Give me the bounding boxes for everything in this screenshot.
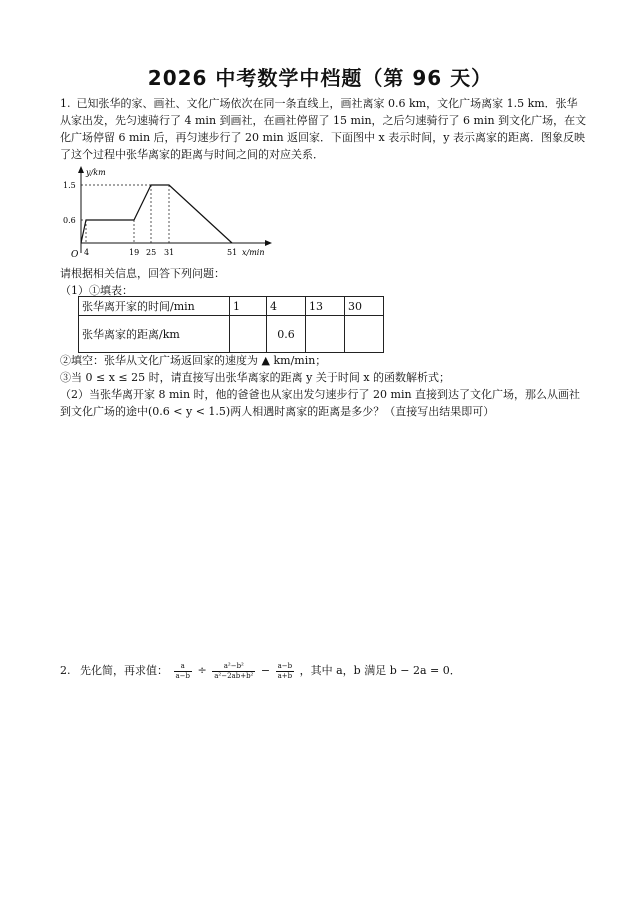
x-axis-label: x/min (242, 248, 265, 257)
table-row (79, 316, 384, 353)
table-cell-blank[interactable] (345, 316, 384, 353)
origin-label: O (71, 250, 79, 260)
table-cell: 1 (230, 297, 267, 316)
intro-line-1: 已知张华的家、画社、文化广场依次在同一条直线上，画社离家 0.6 km，文化广场离家 1.5 km．张华 (76, 97, 578, 110)
instruction-text: 请根据相关信息，回答下列问题： (60, 267, 225, 280)
journey-line (81, 185, 232, 243)
part-1-label: （1）①填表： (60, 284, 133, 297)
y-tick-1-5: 1.5 (63, 181, 76, 190)
table-cell: 张华离家的距离/km (79, 316, 230, 353)
page-title: 2026 中考数学中档题（第 96 天） (147, 66, 493, 90)
question-1-intro (60, 95, 590, 163)
y-axis-arrow (78, 166, 84, 173)
fill-table (78, 296, 384, 353)
table-cell: 30 (345, 297, 384, 316)
answer-marker-icon: ▲ (261, 354, 270, 367)
question-1-number: 1. (60, 97, 71, 110)
operator-divide: ÷ (197, 664, 207, 677)
table-cell: 0.6 (267, 316, 306, 353)
part-2-line-1: （2）当张华离开家 8 min 时，他的爸爸也从家出发匀速步行了 20 min 直接到达了文化广场，那么从画社 (60, 388, 581, 401)
y-tick-0-6: 0.6 (63, 216, 76, 225)
part-2-line-2: 到文化广场的途中(0.6 < y < 1.5)两人相遇时离家的距离是多少？（直接写出结果即可） (60, 405, 495, 418)
table-cell-blank[interactable] (306, 316, 345, 353)
fraction-1: $\frac{a}{a-b}$ (175, 661, 191, 680)
fraction-2: $\frac{\text{a²−b²}}{\text{a²−2ab+b²}}$ (214, 661, 254, 680)
question-2-number: 2. (60, 664, 71, 677)
x-axis-arrow (265, 240, 272, 246)
table-cell-blank[interactable] (230, 316, 267, 353)
table-cell: 4 (267, 297, 306, 316)
table-row (79, 297, 384, 316)
intro-line-3: 化广场停留 6 min 后，再匀速步行了 20 min 返回家．下面图中 x 表示时间，y 表示离家的距离．图象反映 (60, 131, 585, 144)
intro-line-2: 从家出发，先匀速骑行了 4 min 到画社，在画社停留了 15 min，之后匀速骑行了 6 min 到文化广场，在文 (60, 114, 587, 127)
distance-time-graph (55, 165, 285, 265)
x-tick-31: 31 (164, 248, 175, 257)
x-tick-19: 19 (129, 248, 140, 257)
table-cell: 张华离开家的时间/min (79, 297, 230, 316)
part-3-text: ③当 0 ≤ x ≤ 25 时，请直接写出张华离家的距离 y 关于时间 x 的函数解析式； (60, 371, 451, 384)
fraction-3: $\frac{a-b}{a+b}$ (277, 661, 293, 680)
q2-prefix: 先化简，再求值： (80, 664, 168, 677)
table-cell: 13 (306, 297, 345, 316)
x-tick-25: 25 (146, 248, 157, 257)
x-tick-51: 51 (227, 248, 238, 257)
question-2 (60, 660, 590, 682)
fill-blank-suffix: km/min； (273, 354, 327, 367)
q2-suffix: ，其中 a，b 满足 b − 2a = 0． (299, 664, 461, 677)
fill-blank-prefix: ②填空：张华从文化广场返回家的速度为 (60, 354, 258, 367)
question-1-instructions (60, 265, 590, 299)
x-tick-4: 4 (84, 248, 90, 257)
operator-minus: − (260, 664, 271, 677)
question-1-parts (60, 352, 590, 420)
y-axis-label: y/km (86, 168, 106, 177)
intro-line-4: 了这个过程中张华离家的距离与时间之间的对应关系． (60, 148, 324, 161)
